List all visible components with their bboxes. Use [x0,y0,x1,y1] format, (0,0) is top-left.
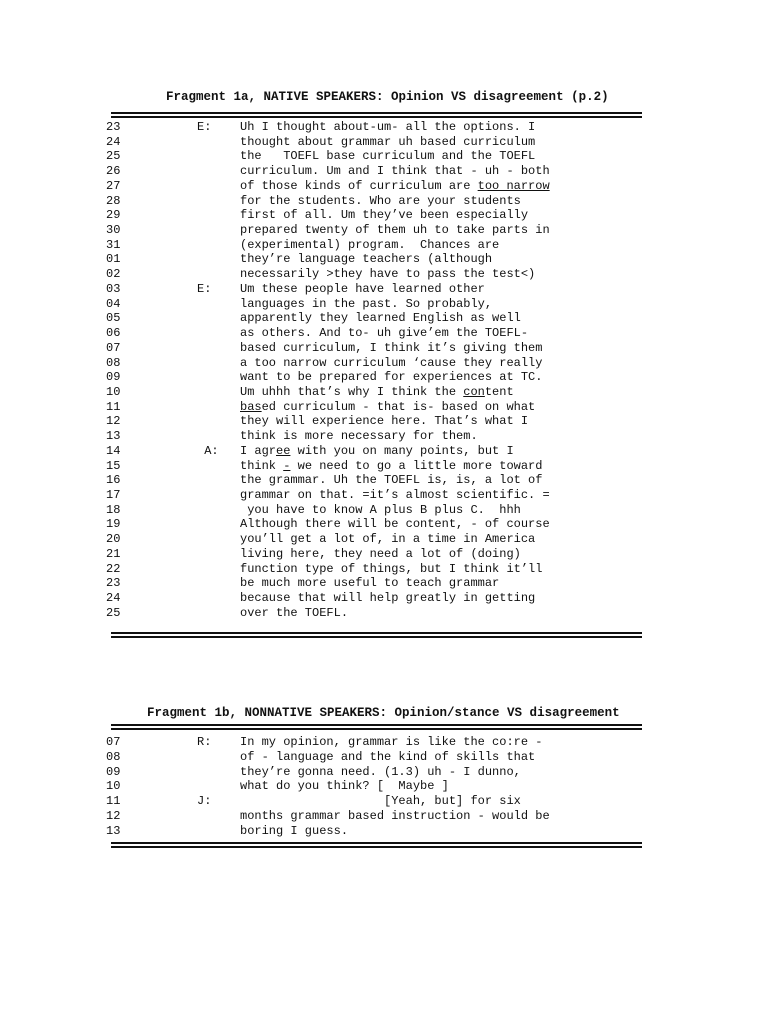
utterance-text: apparently they learned English as well [240,311,521,326]
utterance-text: grammar on that. =it’s almost scientific. = [240,487,550,502]
fragment-1b-title: Fragment 1b, NONNATIVE SPEAKERS: Opinion/stance VS disagreement [147,706,620,720]
utterance-text: [Yeah, but] for six [240,794,521,809]
line-number: 31 [106,237,121,252]
transcript-line [0,414,768,429]
line-number: 25 [106,149,121,164]
utterance-text: you have to know A plus B plus C. hhh [240,502,521,517]
transcript-line [0,252,768,267]
utterance-text: be much more useful to teach grammar [240,576,500,591]
utterance-text: what do you think? [ Maybe ] [240,779,449,794]
line-number: 23 [106,120,121,134]
transcript-line [0,208,768,223]
speaker-label: A: [197,443,219,458]
line-number: 16 [106,473,121,488]
utterance-text: they’re gonna need. (1.3) uh - I dunno, [240,764,521,779]
transcript-line [0,149,768,164]
fragment-1b-transcript [0,735,768,839]
line-number: 12 [106,808,121,823]
utterance-text: because that will help greatly in getting [240,591,536,605]
transcript-line [0,591,768,606]
utterance-text: as others. And to- uh give’em the TOEFL- [240,326,529,341]
transcript-line [0,765,768,780]
line-number: 26 [106,164,121,179]
line-number: 07 [106,735,121,749]
transcript-line [0,606,768,621]
transcript-line [0,750,768,765]
utterance-text: first of all. Um they’ve been especially [240,208,529,223]
transcript-line [0,459,768,474]
line-number: 11 [106,794,121,809]
line-number: 30 [106,223,121,238]
transcript-line [0,356,768,371]
line-number: 19 [106,517,121,532]
transcript-line [0,282,768,297]
line-number: 23 [106,576,121,591]
speaker-label: E: [197,281,212,296]
line-number: 13 [106,823,121,838]
utterance-text: function type of things, but I think it’ll [240,561,543,576]
utterance-text: months grammar based instruction - would be [240,808,550,823]
speaker-label: J: [197,794,212,809]
fragment-1a-top-rule [111,112,642,118]
transcript-line [0,488,768,503]
utterance-text: Um uhhh that’s why I think the content [240,384,514,399]
transcript-line [0,576,768,591]
line-number: 25 [106,605,121,620]
transcript-line [0,809,768,824]
line-number: 20 [106,532,121,547]
line-number: 27 [106,178,121,193]
transcript-line [0,503,768,518]
utterance-text: they’re language teachers (although [240,252,493,267]
fragment-1b-bottom-rule [111,842,642,848]
utterance-text: for the students. Who are your students [240,193,521,208]
line-number: 02 [106,267,121,282]
line-number: 22 [106,561,121,576]
line-number: 10 [106,384,121,399]
line-number: 18 [106,502,121,517]
transcript-line [0,370,768,385]
line-number: 08 [106,749,121,764]
transcript-line [0,120,768,135]
utterance-text: thought about grammar uh based curriculum [240,134,536,149]
utterance-text: of those kinds of curriculum are too narrow [240,178,550,193]
transcript-line [0,326,768,341]
transcript-line [0,735,768,750]
transcript-line [0,547,768,562]
transcript-line [0,341,768,356]
utterance-text: based curriculum, I think it’s giving them [240,340,543,355]
transcript-line [0,429,768,444]
line-number: 28 [106,193,121,208]
transcript-line [0,194,768,209]
line-number: 09 [106,370,121,385]
line-number: 21 [106,546,121,561]
utterance-text: of - language and the kind of skills that [240,749,536,764]
utterance-text: languages in the past. So probably, [240,296,493,311]
line-number: 12 [106,414,121,429]
line-number: 04 [106,296,121,311]
transcript-line [0,779,768,794]
fragment-1a-title: Fragment 1a, NATIVE SPEAKERS: Opinion VS disagreement (p.2) [166,90,609,104]
utterance-text: the grammar. Uh the TOEFL is, is, a lot of [240,473,543,488]
line-number: 14 [106,443,121,458]
utterance-text: based curriculum - that is- based on what [240,399,536,414]
transcript-line [0,562,768,577]
transcript-line [0,297,768,312]
transcript-line [0,517,768,532]
utterance-text: prepared twenty of them uh to take parts in [240,223,550,238]
utterance-text: Uh I thought about-um- all the options. I [240,120,536,134]
line-number: 29 [106,208,121,223]
utterance-text: living here, they need a lot of (doing) [240,546,521,561]
utterance-text: over the TOEFL. [240,605,349,620]
utterance-text: a too narrow curriculum ‘cause they really [240,355,543,370]
utterance-text: think is more necessary for them. [240,429,478,444]
line-number: 06 [106,326,121,341]
line-number: 24 [106,134,121,149]
transcript-line [0,238,768,253]
utterance-text: In my opinion, grammar is like the co:re - [240,735,543,749]
speaker-label: R: [197,735,212,749]
fragment-1a-bottom-rule [111,632,642,638]
utterance-text: curriculum. Um and I think that - uh - both [240,164,550,179]
utterance-text: want to be prepared for experiences at TC. [240,370,543,385]
transcript-line [0,164,768,179]
transcript-line [0,385,768,400]
fragment-1a-transcript [0,120,768,620]
line-number: 01 [106,252,121,267]
utterance-text: Although there will be content, - of course [240,517,550,532]
transcript-line [0,135,768,150]
line-number: 10 [106,779,121,794]
utterance-text: necessarily >they have to pass the test<) [240,267,536,282]
fragment-1b-top-rule [111,724,642,730]
transcript-line [0,311,768,326]
transcript-line [0,444,768,459]
utterance-text: I agree with you on many points, but I [240,443,514,458]
line-number: 11 [106,399,121,414]
transcript-line [0,179,768,194]
transcript-line [0,824,768,839]
speaker-label: E: [197,120,212,134]
line-number: 05 [106,311,121,326]
line-number: 15 [106,458,121,473]
transcript-line [0,223,768,238]
utterance-text: (experimental) program. Chances are [240,237,500,252]
utterance-text: you’ll get a lot of, in a time in America [240,532,536,547]
line-number: 08 [106,355,121,370]
line-number: 24 [106,591,121,605]
utterance-text: the TOEFL base curriculum and the TOEFL [240,149,536,164]
transcript-line [0,794,768,809]
utterance-text: they will experience here. That’s what I [240,414,529,429]
line-number: 13 [106,429,121,444]
line-number: 09 [106,764,121,779]
line-number: 03 [106,281,121,296]
utterance-text: boring I guess. [240,823,349,838]
utterance-text: Um these people have learned other [240,281,485,296]
utterance-text: think - we need to go a little more toward [240,458,543,473]
transcript-line [0,267,768,282]
line-number: 07 [106,340,121,355]
transcript-line [0,532,768,547]
transcript-line [0,400,768,415]
transcript-line [0,473,768,488]
line-number: 17 [106,487,121,502]
